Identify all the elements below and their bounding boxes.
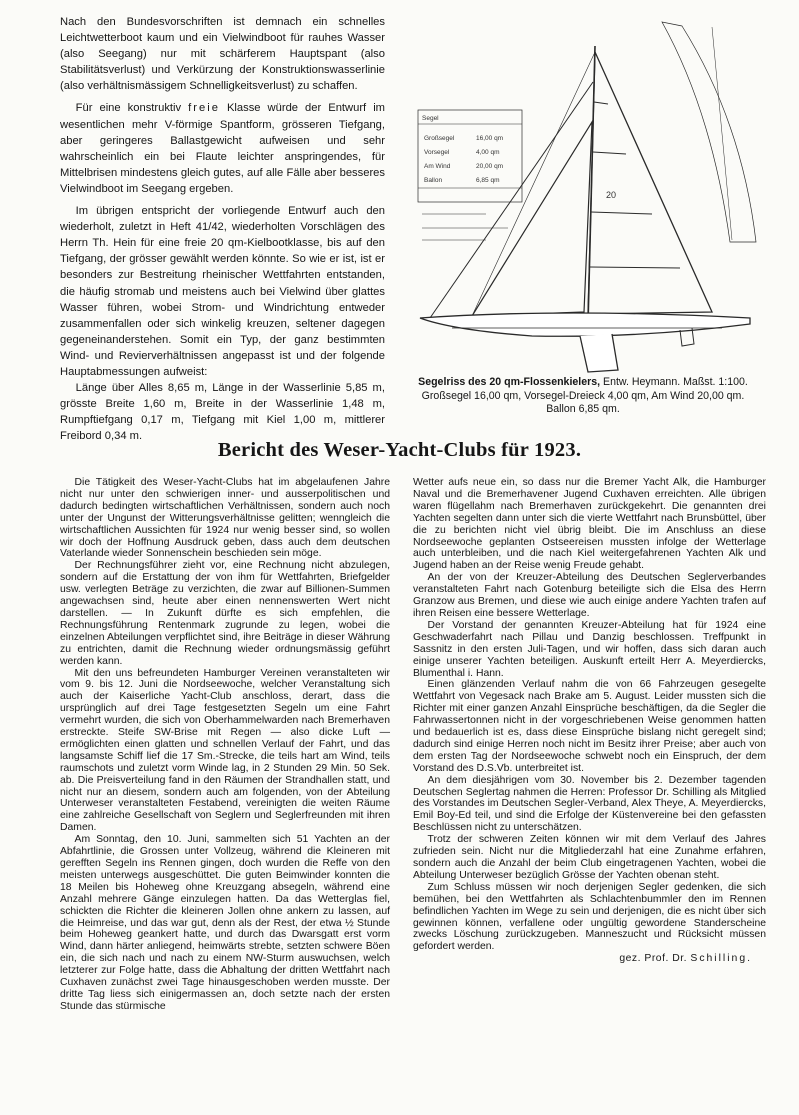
report-right-column [413, 477, 766, 965]
intro-paragraph-2-start: Für eine konstruktiv [75, 102, 189, 115]
intro-column [60, 14, 385, 450]
caption-title: Segelriss des 20 qm-Flossenkielers, [418, 376, 601, 388]
batten-line [594, 102, 608, 104]
batten-line [590, 267, 680, 268]
report-left-column [60, 477, 390, 1013]
keel-outline [580, 334, 618, 372]
intro-paragraph-3: Im übrigen entspricht der vorliegende Entwurf auch den wiederholt, zuletzt in Heft 41/42, wiederholten Vorschlägen des Herrn Th. Hein für eine freie 20 qm-Kielbootklasse, bis auf den Tiefgang, der grösser gewählt werden könnte. So wie er ist, ist er besonders zur Bestreitung rheinischer Wettfahrten entstanden, die häufig stromab und meistens auch bei Vielwind über glattes Wasser führen, wobei Strom- und Windrichtung entweder zusammenfallen oder sich winkelig kreuzen, seltener dagegen gegeneinanderstehen. Somit ein Typ, der ganz bestimmten Wind- und Revierverhältnissen angepasst ist und der folgende Hauptabmessungen aufweist: [60, 205, 385, 378]
report-paragraph: Wetter aufs neue ein, so dass nur die Bremer Yacht Alk, die Hamburger Naval und die Bremerhavener Jugend Cuxhaven erreichten. Alle übrigen waren flügellahm nach Bremerhaven zurückgekehrt. Die genannten drei Yachten segelten dann unter sich die vierte Wettfahrt nach Brunsbüttel, über die zu berichten nicht viel übrig bleibt. Die im Anschluss an diese Nordseewoche geplanten Ostseereisen mussten infolge der Wetterlage auch unterbleiben, und die nach Kiel weitergefahrenen Yachten Alk und Jugend haben an der Reise wenig Freude gehabt. [413, 477, 766, 572]
report-paragraph: Einen glänzenden Verlauf nahm die von 66 Fahrzeugen gesegelte Wettfahrt von Vegesack nach Brake am 5. August. Leider mussten sich die Richter mit einer ganzen Anzahl Einsprüche beschäftigen, da die Segler die Fahrwassertonnen nicht in der vorgeschriebenen Weise genommen hatten und bedauerlich ist es, dass diese Einsprüche bislang nicht geregelt sind; dadurch sind einige Herren noch nicht im Besitz ihrer Preise; aber auch von dem ersten Tag der Nordseewoche schwebt noch ein Einspruch, der dem Vorstand des D.S.Vb. unterbreitet ist. [413, 679, 766, 774]
forestay-line [430, 82, 593, 318]
report-paragraph: An der von der Kreuzer-Abteilung des Deutschen Seglerverbandes veranstalteten Fahrt nach Gotenburg beteiligte sich die Elsa des Herrn Granzow aus Bremen, und diese wie auch einige andere Yachten trafen auf ihren Reisen eine bessere Wetterlage. [413, 572, 766, 619]
main-dimensions: Länge über Alles 8,65 m, Länge in der Wasserlinie 5,85 m, grösste Breite 1,60 m, Breite in der Wasserlinie 1,48 m, Rumpftiefgang 0,17 m, Tiefgang mit Kiel 1,00 m, mittlerer Freibord 0,34 m. [60, 382, 385, 443]
figure-caption [398, 376, 768, 417]
batten-line [593, 152, 626, 154]
report-paragraph: Trotz der schweren Zeiten können wir mit dem Verlauf des Jahres zufrieden sein. Nicht nur die Mitgliederzahl hat eine Zunahme erfahren, sondern auch die Anzahl der beim Club eingetragenen Yachten, wobei die Abteilung Unterweser bezüglich Grösse der Yachten obenan steht. [413, 834, 766, 881]
intro-paragraph-1: Nach den Bundesvorschriften ist demnach ein schnelles Leichtwetterboot kaum und ein Vielwindboot für rauhes Wasser (also Seegang) nur mit schärferem Hauptspant (also Stabilitätsverlust) und Verkürzung der Konstruktionswasserlinie (also verhältnismässigem Schnelligkeitsverlust) zu schaffen. [60, 16, 385, 93]
report-paragraph: Am Sonntag, den 10. Juni, sammelten sich 51 Yachten an der Abfahrtlinie, die Grossen unter Vollzeug, während die Kleineren mit gerefften Segeln ins Rennen gingen, doch wurden die Reffe von den meisten unterwegs ausgeschüttet. Die guten Beimwinder konnten die 18 Meilen bis Hoheweg ohne Kreuzgang absegeln, während eine Anzahl mehrere Gänge einzulegen hatten. Da das Wetterglas fiel, schickten die Richter die kleineren Jollen ohne ankern zu lassen, auf die Heimreise, und das war gut, denn als der Rest, der etwa ½ Stunde beim Hoheweg geankert hatte, und durch das Dwarsgatt erst vorm Wind, dann härter anliegend, heimwärts strebte, setzten schwere Böen ein, die sich nach und nach zu einem NW-Sturm auswuchsen, welch letzterer zur Folge hatte, dass die Abhaltung der dritten Wettfahrt nach Cuxhaven zunächst zwei Tage hinausgeschoben werden musste. Der dritte Tag liess sich einigermassen an, doch setzte nach der ersten Stunde das stürmische [60, 834, 390, 1012]
caption-line-1: Entw. Heymann. Maßst. 1:100. [600, 376, 748, 388]
hull-outline [420, 313, 750, 336]
report-paragraph: Mit den uns befreundeten Hamburger Vereinen veranstalteten wir vom 9. bis 12. Juni die Nordseewoche, welcher Veranstaltung sich auch der Kaiserliche Yacht-Club anschloss, derart, dass die ursprünglich auf drei Tage festgesetzten Segeln um eine Fahrt vermehrt wurden, die sich von Oberhammelwarden nach Bremerhaven erstreckte. Steife SW-Brise mit Regen — also dicke Luft — ermöglichten einen glatten und schnellen Verlauf der Fahrt, und das langsamste Schiff lief die 17 Sm.-Strecke, die teils hart am Wind, teils raumschots und zuletzt vorm Winde lag, in 2 Stunden 29 Min. 50 Sek. ab. Die Preisverteilung fand in den Räumen der Strandhallen statt, und nicht nur an diesem, sondern auch am folgenden, von der Abteilung Unterweser veranstalteten Festabend, vereinigten die weiten Räume eine zahlreiche Gesellschaft von Seglern und Seglerfreunden mit ihren Damen. [60, 667, 390, 834]
signature [413, 953, 766, 965]
signature-name: Schilling. [690, 953, 752, 965]
report-paragraph: Zum Schluss müssen wir noch derjenigen Segler gedenken, die sich bemühen, bei den Wettfahrten als Schlachtenbummler den im Rennen befindlichen Yachten im Wege zu sein und derjenigen, die es nicht über sich gewinnen können, verfallene oder ungültig gewordene Standerscheine zwecks Löschung zurückzugeben. Manneszucht und Rücksicht müssen gefordert werden. [413, 881, 766, 953]
batten-line [591, 212, 652, 214]
report-paragraph: Der Rechnungsführer zieht vor, eine Rechnung nicht abzulegen, sondern auf die Erstattung der von ihm für Wettfahrten, Briefgelder usw. verlegten Beträge zu verzichten, die zwar auf Billionen-Summen angewachsen sind, heute aber einen nennenswerten Wert nicht darstellen. — In Zukunft dürfte es sich empfehlen, die Rechnungsführung Rentenmark zugrunde zu legen, wobei die einzelnen Abteilungen verpflichtet sind, ihre Beiträge in dieser Währung zu entrichten, damit die Rechnung wieder ordnungsmässig geführt werden kann. [60, 560, 390, 667]
article-headline: Bericht des Weser-Yacht-Clubs für 1923. [217, 439, 582, 461]
table-row-label: Am Wind [424, 163, 451, 170]
caption-line-3: Ballon 6,85 qm. [546, 403, 620, 416]
report-paragraph: An dem diesjährigen vom 30. November bis 2. Dezember tagenden Deutschen Seglertag nahmen die Herren: Professor Dr. Schilling als Mitglied des Vorstandes im Deutschen Segler-Verband, Alex Theye, A. Meyerdiercks, Emil Boy-Ed teil, und sind die Erfolge der Küstenvereine bei den gefassten Beschlüssen nicht zu unterschätzen. [413, 774, 766, 834]
caption-line-2: Großsegel 16,00 qm, Vorsegel-Dreieck 4,00 qm, Am Wind 20,00 qm. [421, 389, 745, 402]
signature-prefix: gez. Prof. Dr. [619, 953, 691, 965]
table-row-label: Ballon [424, 177, 443, 184]
sail-plan-drawing [412, 12, 764, 374]
table-row-label: Segel [422, 115, 439, 122]
balloon-sail-outline [662, 22, 756, 242]
table-value: 20,00 qm [476, 163, 504, 170]
report-paragraph: Der Vorstand der genannten Kreuzer-Abteilung hat für 1924 eine Geschwaderfahrt nach Pillau und Danzig beschlossen. Treffpunkt in Sassnitz in den ersten Juli-Tagen, und wir hoffen, dass sich daran auch einige unserer Yachten beteiligen. Auskunft erteilt Herr A. Meyerdiercks, Blumenthal i. Hann. [413, 619, 766, 679]
intro-paragraph-2 [60, 100, 385, 197]
table-row-label: Großsegel [424, 135, 455, 142]
table-value: 4,00 qm [476, 149, 500, 156]
sail-number-mark: 20 [606, 190, 617, 200]
report-paragraph: Die Tätigkeit des Weser-Yacht-Clubs hat im abgelaufenen Jahre nicht nur unter den schwierigen inner- und ausserpolitischen und dadurch bedingten wirtschaftlichen Verhältnissen, sondern auch noch unter der Ungunst der Witterungsverhältnisse gelitten; wenngleich die wirtschaftlichen Aussichten für 1924 nur wenig besser sind, so wollen wir doch der Hoffnung Ausdruck geben, dass auch dem deutschen Vaterlande wieder Sonnenschein beschieden sein möge. [60, 477, 390, 560]
table-row-label: Vorsegel [424, 149, 450, 156]
spaced-word-freie: freie [188, 102, 220, 115]
intro-paragraph-2-end: Klasse würde der Entwurf im wesentlichen mehr V-förmige Spantform, grösseren Tiefgang, aber geringeres Ballastgewicht aufweisen und sehr wahrscheinlich ein bei Flaute leichter anspringendes, für Mittelbrisen mindestens gleich gutes, auf alle Fälle aber besseres Vielwindboot im Seegang ergeben. [60, 102, 385, 195]
table-value: 6,85 qm [476, 177, 500, 184]
table-value: 16,00 qm [476, 135, 504, 142]
